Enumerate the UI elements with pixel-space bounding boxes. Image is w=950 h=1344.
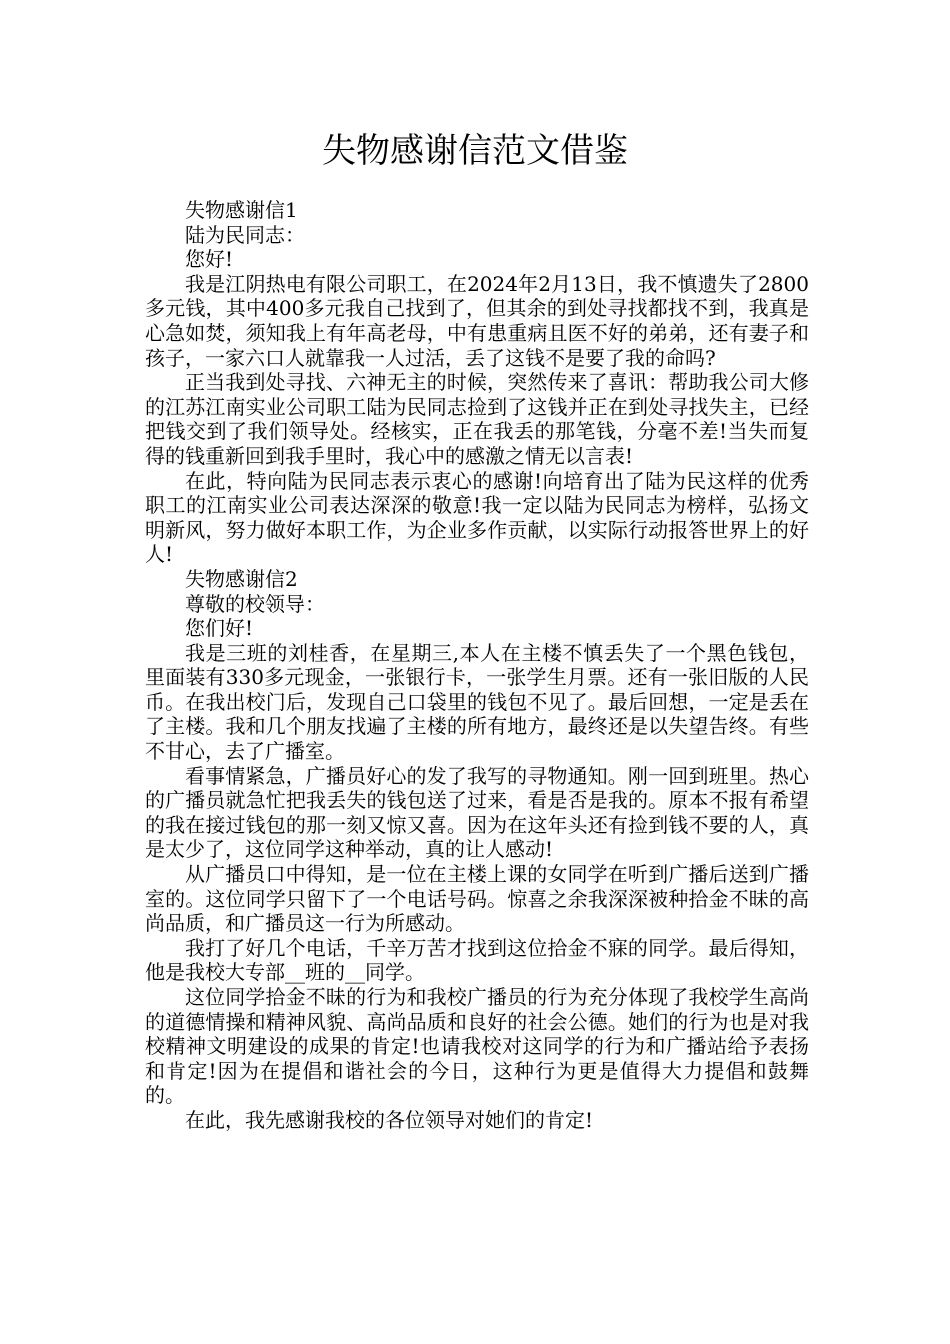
letter-2-paragraph: 我打了好几个电话，千辛万苦才找到这位拾金不寐的同学。最后得知，他是我校大专部__班的__同学。 bbox=[145, 935, 809, 985]
document-title: 失物感谢信范文借鉴 bbox=[322, 131, 628, 171]
document-body bbox=[145, 198, 809, 1133]
letter-1-heading: 失物感谢信1 bbox=[185, 198, 298, 222]
letter-2-greeting: 您们好! bbox=[185, 616, 254, 641]
letter-2-paragraph: 我是三班的刘桂香，在星期三,本人在主楼不慎丢失了一个黑色钱包，里面装有330多元现金，一张银行卡，一张学生月票。还有一张旧版的人民币。在我出校门后，发现自己口袋里的钱包不见了。最后回想，一定是丢在了主楼。我和几个朋友找遍了主楼的所有地方，最终还是以失望告终。有些不甘心，去了广播室。 bbox=[145, 640, 809, 764]
letter-1-paragraph: 在此，特向陆为民同志表示衷心的感谢!向培育出了陆为民这样的优秀职工的江南实业公司表达深深的敬意!我一定以陆为民同志为榜样，弘扬文明新风，努力做好本职工作，为企业多作贡献，以实际行动报答世界上的好人! bbox=[145, 468, 809, 567]
letter-1-salutation: 陆为民同志： bbox=[185, 222, 305, 247]
letter-2-paragraph: 从广播员口中得知，是一位在主楼上课的女同学在听到广播后送到广播室的。这位同学只留下了一个电话号码。惊喜之余我深深被种拾金不昧的高尚品质，和广播员这一行为所感动。 bbox=[145, 862, 809, 936]
letter-2-salutation: 尊敬的校领导： bbox=[185, 591, 325, 616]
letter-2-paragraph: 这位同学拾金不昧的行为和我校广播员的行为充分体现了我校学生高尚的道德情操和精神风貌、高尚品质和良好的社会公德。她们的行为也是对我校精神文明建设的成果的肯定!也请我校对这同学的行为和广播站给予表扬和肯定!因为在提倡和谐社会的今日，这种行为更是值得大力提倡和鼓舞的。 bbox=[145, 985, 809, 1108]
letter-1-paragraph: 我是江阴热电有限公司职工，在2024年2月13日，我不慎遗失了2800多元钱，其中400多元我自己找到了，但其余的到处寻找都找不到，我真是心急如焚，须知我上有年高老母，中有患重病且医不好的弟弟，还有妻子和孩子，一家六口人就靠我一人过活，丢了这钱不是要了我的命吗? bbox=[145, 271, 809, 370]
letter-2-heading: 失物感谢信2 bbox=[185, 566, 298, 591]
letter-1-greeting: 您好! bbox=[185, 247, 234, 272]
letter-2-paragraph: 在此，我先感谢我校的各位领导对她们的肯定! bbox=[185, 1107, 594, 1132]
letter-1-paragraph: 正当我到处寻找、六神无主的时候，突然传来了喜讯：帮助我公司大修的江苏江南实业公司职工陆为民同志捡到了这钱并正在到处寻找失主，已经把钱交到了我们领导处。经核实，正在我丢的那笔钱，分毫不差!当失而复得的钱重新回到我手里时，我心中的感激之情无以言表! bbox=[145, 370, 809, 468]
letter-2-paragraph: 看事情紧急，广播员好心的发了我写的寻物通知。刚一回到班里。热心的广播员就急忙把我丢失的钱包送了过来，看是否是我的。原本不报有希望的我在接过钱包的那一刻又惊又喜。因为在这年头还有捡到钱不要的人，真是太少了，这位同学这种举动，真的让人感动! bbox=[145, 763, 809, 862]
